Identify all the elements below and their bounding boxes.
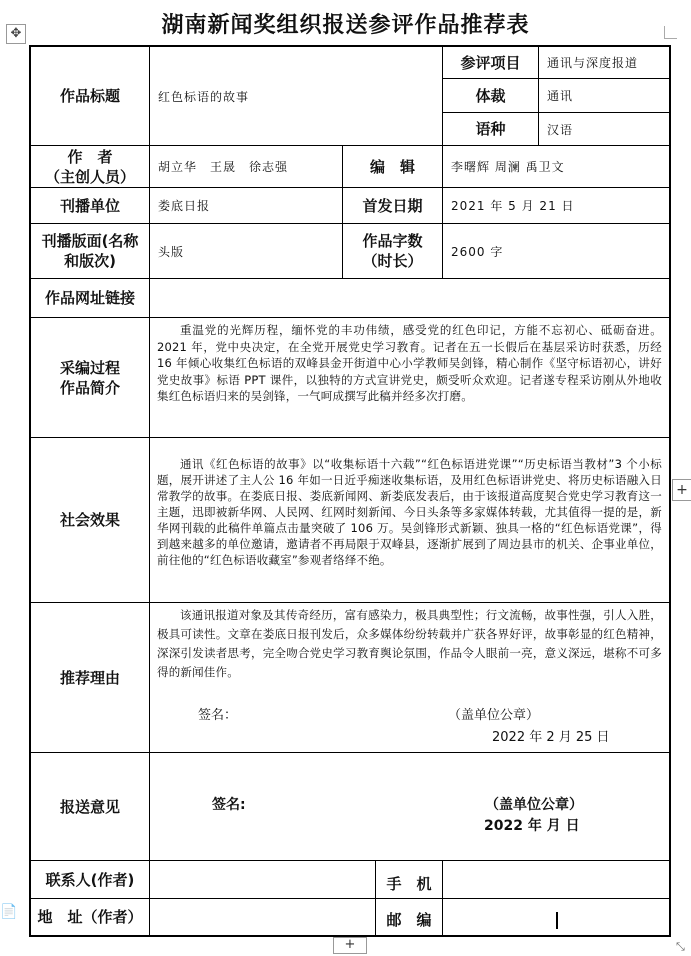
editor-label: 编 辑 bbox=[369, 157, 415, 176]
contact-value[interactable] bbox=[150, 861, 375, 898]
category-label: 参评项目 bbox=[460, 53, 521, 72]
address-value[interactable] bbox=[150, 899, 375, 935]
add-column-button[interactable]: + bbox=[672, 479, 691, 501]
text-cursor bbox=[556, 912, 558, 929]
document-icon[interactable]: 📄 bbox=[0, 904, 18, 920]
first-date-value[interactable]: 2021 年 5 月 21 日 bbox=[451, 199, 575, 213]
contact-label: 联系人(作者) bbox=[45, 870, 135, 889]
reason-seal-label: （盖单位公章） bbox=[448, 708, 540, 723]
category-value[interactable]: 通讯与深度报道 bbox=[547, 56, 639, 70]
page-label-line1: 刊播版面(名称 bbox=[41, 232, 139, 250]
submit-date: 2022 年 月 日 bbox=[484, 818, 580, 834]
page-title: 湖南新闻奖组织报送参评作品推荐表 bbox=[161, 13, 530, 38]
language-label: 语种 bbox=[475, 120, 506, 138]
table-resize-icon[interactable]: ⤡ bbox=[676, 940, 685, 953]
reason-text[interactable]: 该通讯报道对象及其传奇经历，富有感染力，极具典型性；行文流畅，故事性强，引人入胜，极具可读性。文章在娄底日报刊发后，众多媒体纷纷转载并广获各界好评，故事彰显的红色精神，深深引发读者思考，完全吻合党史学习教育舆论氛围，作品令人眼前一亮，意义深远，堪称不可多得的新闻佳作。 bbox=[157, 608, 662, 679]
reason-label: 推荐理由 bbox=[59, 668, 120, 687]
corner-mark-top-right bbox=[664, 26, 677, 39]
phone-value[interactable] bbox=[443, 861, 669, 898]
genre-value[interactable]: 通讯 bbox=[547, 89, 574, 103]
reason-date: 2022 年 2 月 25 日 bbox=[492, 730, 610, 745]
table-move-handle-icon[interactable]: ✥ bbox=[6, 24, 26, 44]
word-count-label-line1: 作品字数 bbox=[362, 232, 423, 250]
reason-signature-label: 签名： bbox=[198, 708, 238, 723]
author-label bbox=[31, 146, 149, 187]
page-label bbox=[31, 224, 149, 278]
publisher-value[interactable]: 娄底日报 bbox=[158, 199, 211, 213]
author-label-line2: （主创人员） bbox=[44, 167, 135, 186]
postcode-label: 邮 编 bbox=[386, 911, 432, 929]
submit-label: 报送意见 bbox=[59, 797, 120, 816]
genre-label: 体裁 bbox=[475, 86, 506, 105]
phone-label: 手 机 bbox=[386, 874, 432, 893]
language-value[interactable]: 汉语 bbox=[547, 122, 574, 137]
url-label: 作品网址链接 bbox=[44, 289, 135, 307]
process-label bbox=[31, 318, 149, 437]
authors-value[interactable]: 胡立华 王晟 徐志强 bbox=[158, 160, 289, 174]
effect-label: 社会效果 bbox=[59, 511, 120, 529]
submit-signature-label: 签名: bbox=[212, 797, 246, 813]
process-label-line1: 采编过程 bbox=[59, 358, 120, 377]
word-count-label-line2: （时长） bbox=[362, 252, 423, 270]
word-count-value[interactable]: 2600 字 bbox=[451, 244, 504, 259]
process-text[interactable]: 重温党的光辉历程，缅怀党的丰功伟绩，感受党的红色印记，方能不忘初心、砥砺奋进。2021 年，党中央决定，在全党开展党史学习教育。记者在五一长假后在基层采访时获悉，历经 16 年倾心收集红色标语的双峰县金开街道中心小学教师吴剑锋，精心制作《坚守标语初心，讲好党史故事》标语 PPT 课件，以独特的方式宣讲党史，颇受听众欢迎。记者遂专程采访刚从外地收集红色标语归来的吴剑锋，一气呵成撰写此稿并经多次打磨。 bbox=[157, 323, 662, 403]
address-label: 地 址（作者） bbox=[37, 908, 143, 926]
publisher-label: 刊播单位 bbox=[59, 196, 120, 215]
work-title-value[interactable]: 红色标语的故事 bbox=[158, 89, 250, 104]
word-count-label bbox=[343, 224, 442, 278]
url-value[interactable] bbox=[150, 279, 669, 317]
work-title-label: 作品标题 bbox=[59, 87, 120, 105]
effect-text[interactable]: 通讯《红色标语的故事》以“收集标语十六载”“红色标语进党课”“历史标语当教材”3 个小标题，展开讲述了主人公 16 年如一日近乎痴迷收集标语，及用红色标语讲党史、将历史标语融入日常教学的故事。在娄底日报、娄底新闻网、新娄底发表后，由于该报道高度契合党史学习教育这一主题，迅即被新华网、人民网、红网时刻新闻、今日头条等多家媒体转载，尤其值得一提的是，新华网刊载的此稿件单篇点击量突破了 106 万。吴剑锋形式新颖、独具一格的“红色标语党课”，得到越来越多的单位邀请，邀请者不再局限于双峰县，逐渐扩展到了周边县市的机关、企事业单位，前往他的“红色标语收藏室”参观者络绎不绝。 bbox=[157, 457, 662, 567]
page-label-line2: 和版次) bbox=[64, 252, 116, 270]
first-date-label: 首发日期 bbox=[362, 196, 423, 215]
add-row-button[interactable]: + bbox=[333, 937, 367, 954]
author-label-line1: 作 者 bbox=[67, 147, 113, 166]
process-label-line2: 作品简介 bbox=[59, 378, 120, 397]
submit-seal-label: （盖单位公章） bbox=[485, 797, 583, 813]
editors-value[interactable]: 李曙辉 周澜 禹卫文 bbox=[451, 160, 565, 174]
page-value[interactable]: 头版 bbox=[158, 244, 185, 259]
